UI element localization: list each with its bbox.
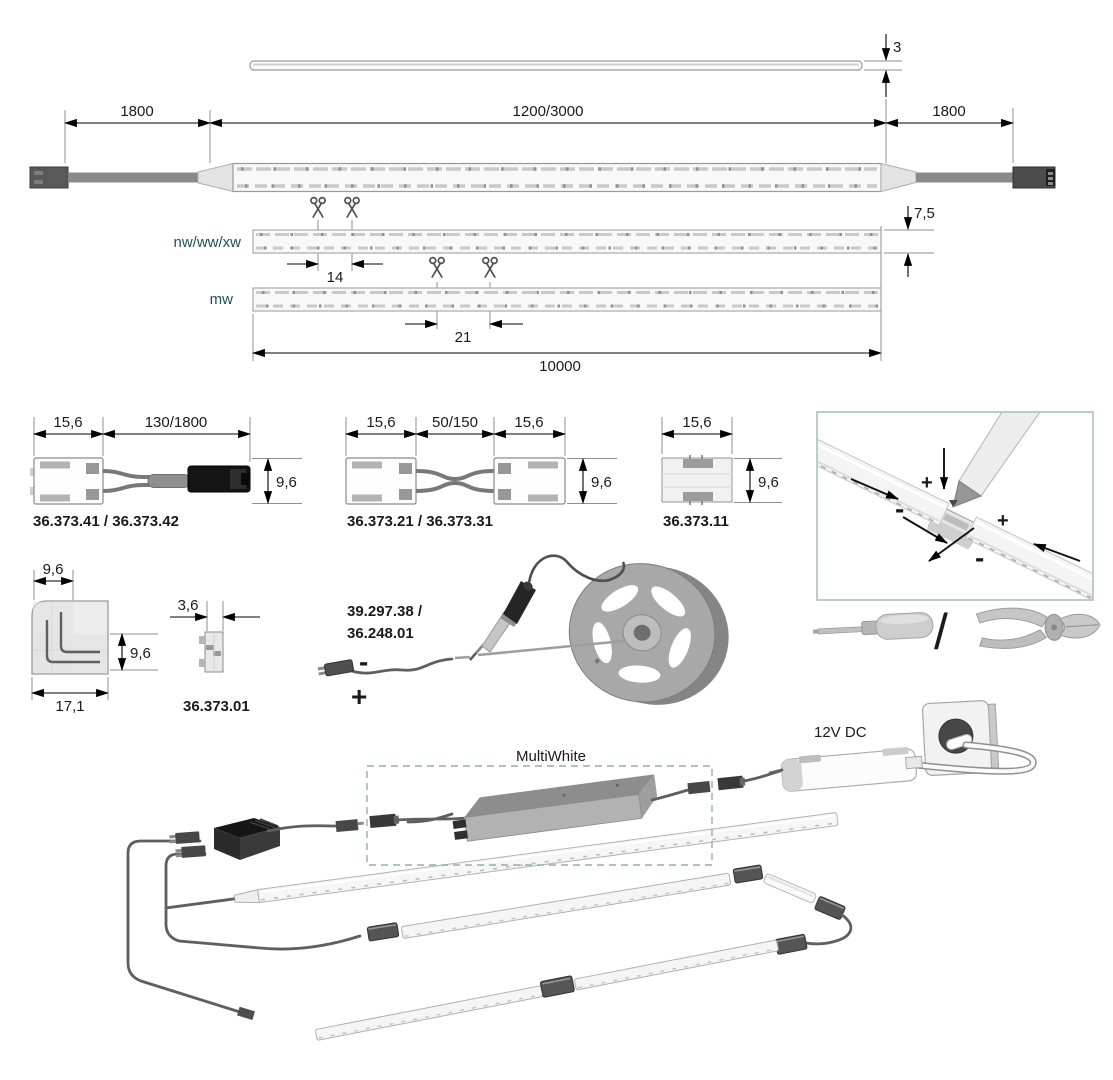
dim-strip-width: 7,5 bbox=[914, 205, 935, 222]
strip-side-profile bbox=[250, 34, 902, 97]
scissors-icon bbox=[345, 198, 359, 217]
dim-clip-width: 15,6 bbox=[53, 414, 83, 431]
scissors-icon bbox=[311, 198, 325, 217]
cutting-view bbox=[173, 198, 934, 375]
dim-cut-pitch-14: 14 bbox=[326, 269, 344, 286]
connector-cable-diagram bbox=[30, 414, 302, 530]
dim-cut-pitch-21: 21 bbox=[454, 329, 472, 346]
dim-left-cable: 1800 bbox=[120, 103, 154, 120]
polarity-plus-right: + bbox=[997, 510, 1009, 532]
scissors-icon bbox=[430, 258, 444, 277]
part-number-clip-connector: 36.373.11 bbox=[663, 513, 729, 530]
solder-minus-label: - bbox=[359, 646, 369, 677]
solder-plus-label: + bbox=[351, 681, 368, 712]
polarity-plus-top: + bbox=[921, 472, 933, 494]
dim-corner-arm-width: 9,6 bbox=[42, 561, 64, 578]
dim-bridge-height: 9,6 bbox=[591, 474, 612, 491]
part-number-bridge-connector: 36.373.21 / 36.373.31 bbox=[347, 513, 493, 530]
dim-clip-only-width: 15,6 bbox=[682, 414, 712, 431]
length-dimension-row bbox=[65, 99, 1013, 163]
strip-clip bbox=[814, 896, 845, 920]
dim-corner-arm-height: 9,6 bbox=[130, 645, 151, 662]
dim-right-cable: 1800 bbox=[932, 103, 966, 120]
mounting-detail-box bbox=[771, 412, 1113, 626]
power-driver bbox=[781, 746, 917, 792]
dim-strip-thickness: 3 bbox=[893, 39, 902, 56]
corner-connector-diagram bbox=[32, 561, 158, 715]
part-number-end-clip: 36.373.01 bbox=[183, 698, 250, 715]
multiwhite-label: MultiWhite bbox=[515, 748, 587, 765]
pliers-icon bbox=[976, 605, 1100, 649]
strip-clip bbox=[775, 934, 807, 954]
part-number-cable-connector: 36.373.41 / 36.373.42 bbox=[33, 513, 179, 530]
screwdriver-icon bbox=[812, 612, 933, 643]
dim-bridge-right: 15,6 bbox=[514, 414, 544, 431]
led-strip-assembly bbox=[30, 164, 1055, 192]
tools-separator: / bbox=[934, 604, 948, 660]
soldering-illustration bbox=[317, 550, 741, 718]
dim-bridge-cable: 50/150 bbox=[432, 414, 478, 431]
dim-cable-length: 130/1800 bbox=[144, 414, 208, 431]
strip-type-label-mw: mw bbox=[209, 291, 233, 308]
dim-strip-length: 1200/3000 bbox=[512, 103, 584, 120]
dim-clip-only-height: 9,6 bbox=[758, 474, 779, 491]
multiwhite-controller bbox=[450, 774, 660, 843]
part-number-solder-line2: 36.248.01 bbox=[347, 625, 414, 642]
end-clip-diagram bbox=[170, 597, 260, 715]
tools-illustration bbox=[812, 604, 1100, 660]
polarity-minus-left: - bbox=[895, 493, 905, 524]
distributor-box bbox=[169, 818, 280, 860]
polarity-minus-bottom: - bbox=[975, 542, 985, 573]
connector-bridge-diagram bbox=[346, 414, 617, 530]
dim-reel-length: 10000 bbox=[539, 358, 581, 375]
dim-clip-height: 9,6 bbox=[276, 474, 297, 491]
connector-clip-diagram bbox=[662, 414, 782, 530]
strip-clip bbox=[367, 923, 399, 942]
dim-corner-total-width: 17,1 bbox=[55, 698, 85, 715]
strip-clip bbox=[733, 865, 763, 883]
system-overview bbox=[128, 700, 1033, 1041]
dim-bridge-left: 15,6 bbox=[366, 414, 396, 431]
dim-end-clip-width: 3,6 bbox=[177, 597, 199, 614]
strip-type-label-nw-ww-xw: nw/ww/xw bbox=[173, 234, 241, 251]
solder-wire-connector bbox=[317, 659, 354, 677]
supply-voltage-label: 12V DC bbox=[814, 724, 867, 741]
part-number-solder-line1: 39.297.38 / bbox=[347, 603, 423, 620]
scissors-icon bbox=[483, 258, 497, 277]
